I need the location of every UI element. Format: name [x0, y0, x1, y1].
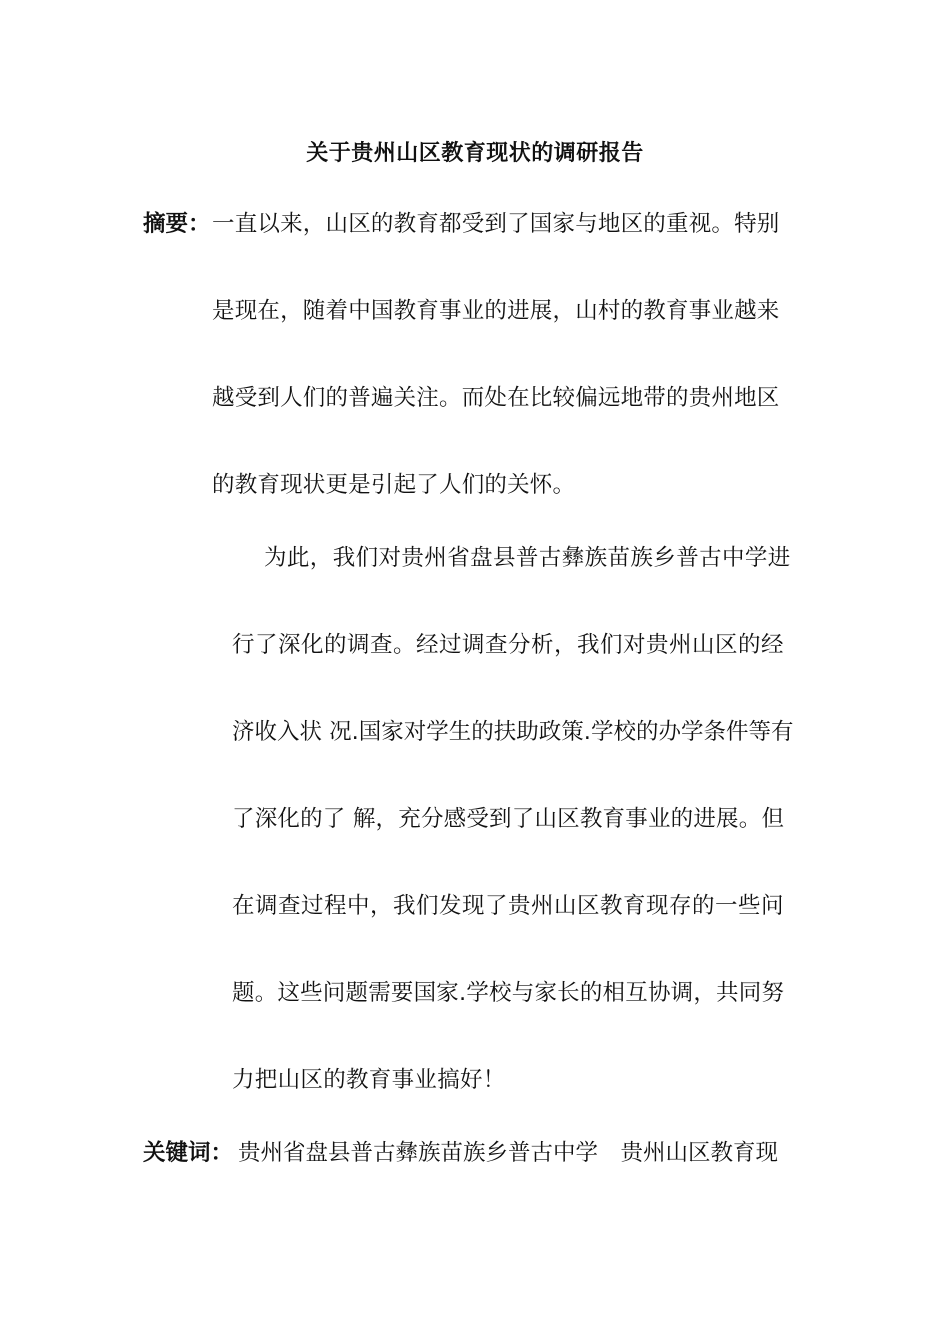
abstract-line-2: 是现在，随着中国教育事业的进展，山村的教育事业越来	[212, 298, 780, 324]
keywords-text: 贵州省盘县普古彝族苗族乡普古中学 贵州山区教育现	[238, 1140, 779, 1166]
abstract-line-3: 越受到人们的普遍关注。而处在比较偏远地带的贵州地区	[212, 385, 780, 411]
paragraph-line-1: 为此，我们对贵州省盘县普古彝族苗族乡普古中学进	[264, 545, 791, 571]
document-title: 关于贵州山区教育现状的调研报告	[306, 141, 644, 166]
paragraph-line-5: 在调查过程中，我们发现了贵州山区教育现存的一些问	[232, 893, 785, 919]
keywords-label: 关键词：	[143, 1140, 234, 1166]
abstract-label: 摘要：	[143, 211, 211, 237]
paragraph-line-7: 力把山区的教育事业搞好！	[232, 1067, 506, 1093]
abstract-line-1: 一直以来，山区的教育都受到了国家与地区的重视。特别	[212, 211, 780, 237]
abstract-line-4: 的教育现状更是引起了人们的关怀。	[212, 472, 576, 498]
paragraph-line-3: 济收入状 况.国家对学生的扶助政策.学校的办学条件等有	[232, 719, 794, 745]
paragraph-line-2: 行了深化的调查。经过调查分析，我们对贵州山区的经	[232, 632, 785, 658]
paragraph-line-4: 了深化的了 解，充分感受到了山区教育事业的进展。但	[232, 806, 785, 832]
paragraph-line-6: 题。这些问题需要国家.学校与家长的相互协调，共同努	[232, 980, 785, 1006]
